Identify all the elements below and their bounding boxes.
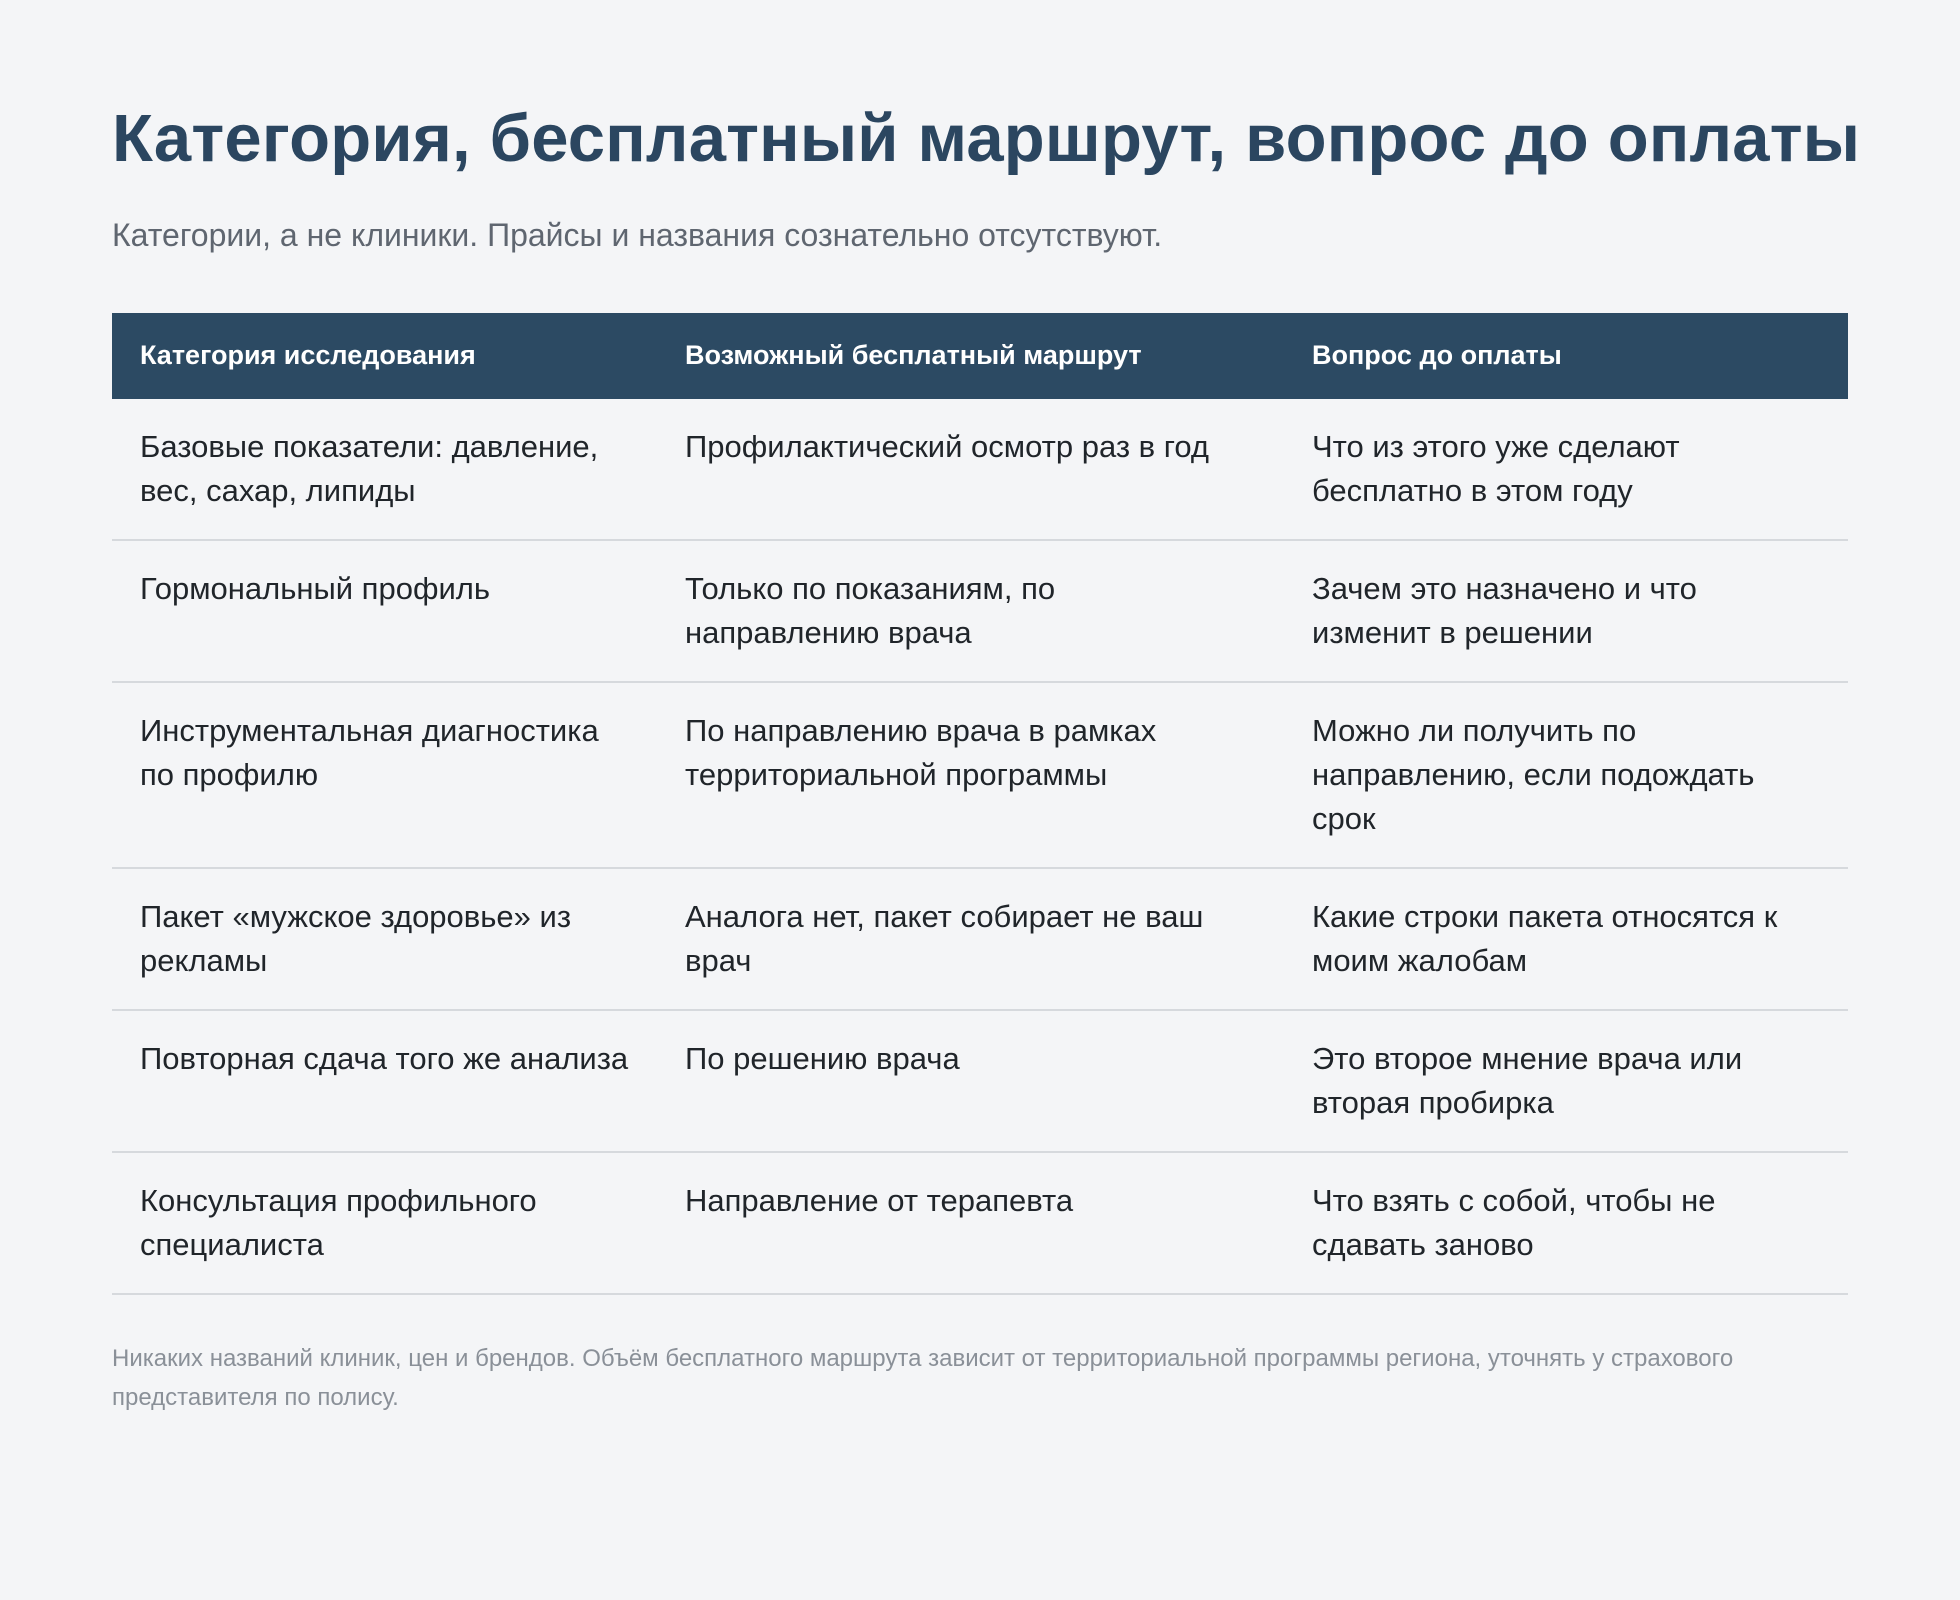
cell-question: Что из этого уже сделают бесплатно в этом году — [1284, 399, 1848, 540]
table-row — [112, 1152, 1848, 1294]
cell-question: Какие строки пакета относятся к моим жалобам — [1284, 868, 1848, 1010]
cell-category: Инструментальная диагностика по профилю — [112, 682, 657, 868]
cell-free-route: Только по показаниям, по направлению врача — [657, 540, 1284, 682]
column-header-category: Категория исследования — [140, 340, 476, 371]
table-row — [112, 399, 1848, 540]
column-header-question: Вопрос до оплаты — [1312, 340, 1562, 371]
page-title: Категория, бесплатный маршрут, вопрос до оплаты — [112, 101, 1861, 176]
table-row — [112, 1010, 1848, 1152]
comparison-table — [112, 313, 1848, 1295]
cell-question: Это второе мнение врача или вторая пробирка — [1284, 1010, 1848, 1152]
table-row — [112, 868, 1848, 1010]
table-header-row — [112, 313, 1848, 399]
cell-free-route: По направлению врача в рамках территориальной программы — [657, 682, 1284, 868]
cell-question: Что взять с собой, чтобы не сдавать заново — [1284, 1152, 1848, 1294]
page-subtitle: Категории, а не клиники. Прайсы и названия сознательно отсутствуют. — [112, 217, 1163, 254]
footnote: Никаких названий клиник, цен и брендов. Объём бесплатного маршрута зависит от территориальной программы региона, уточнять у страхового представителя по полису. — [112, 1344, 1734, 1412]
table-header — [112, 313, 1848, 399]
cell-category: Повторная сдача того же анализа — [112, 1010, 657, 1152]
cell-free-route: Аналога нет, пакет собирает не ваш врач — [657, 868, 1284, 1010]
column-header-free-route: Возможный бесплатный маршрут — [685, 340, 1142, 371]
cell-category: Пакет «мужское здоровье» из рекламы — [112, 868, 657, 1010]
cell-question: Зачем это назначено и что изменит в решении — [1284, 540, 1848, 682]
cell-category: Гормональный профиль — [112, 540, 657, 682]
table-row — [112, 682, 1848, 868]
cell-question: Можно ли получить по направлению, если подождать срок — [1284, 682, 1848, 868]
table-body — [112, 399, 1848, 1294]
table-row — [112, 540, 1848, 682]
cell-category: Консультация профильного специалиста — [112, 1152, 657, 1294]
cell-free-route: Направление от терапевта — [657, 1152, 1284, 1294]
cell-free-route: Профилактический осмотр раз в год — [657, 399, 1284, 540]
cell-category: Базовые показатели: давление, вес, сахар, липиды — [112, 399, 657, 540]
cell-free-route: По решению врача — [657, 1010, 1284, 1152]
